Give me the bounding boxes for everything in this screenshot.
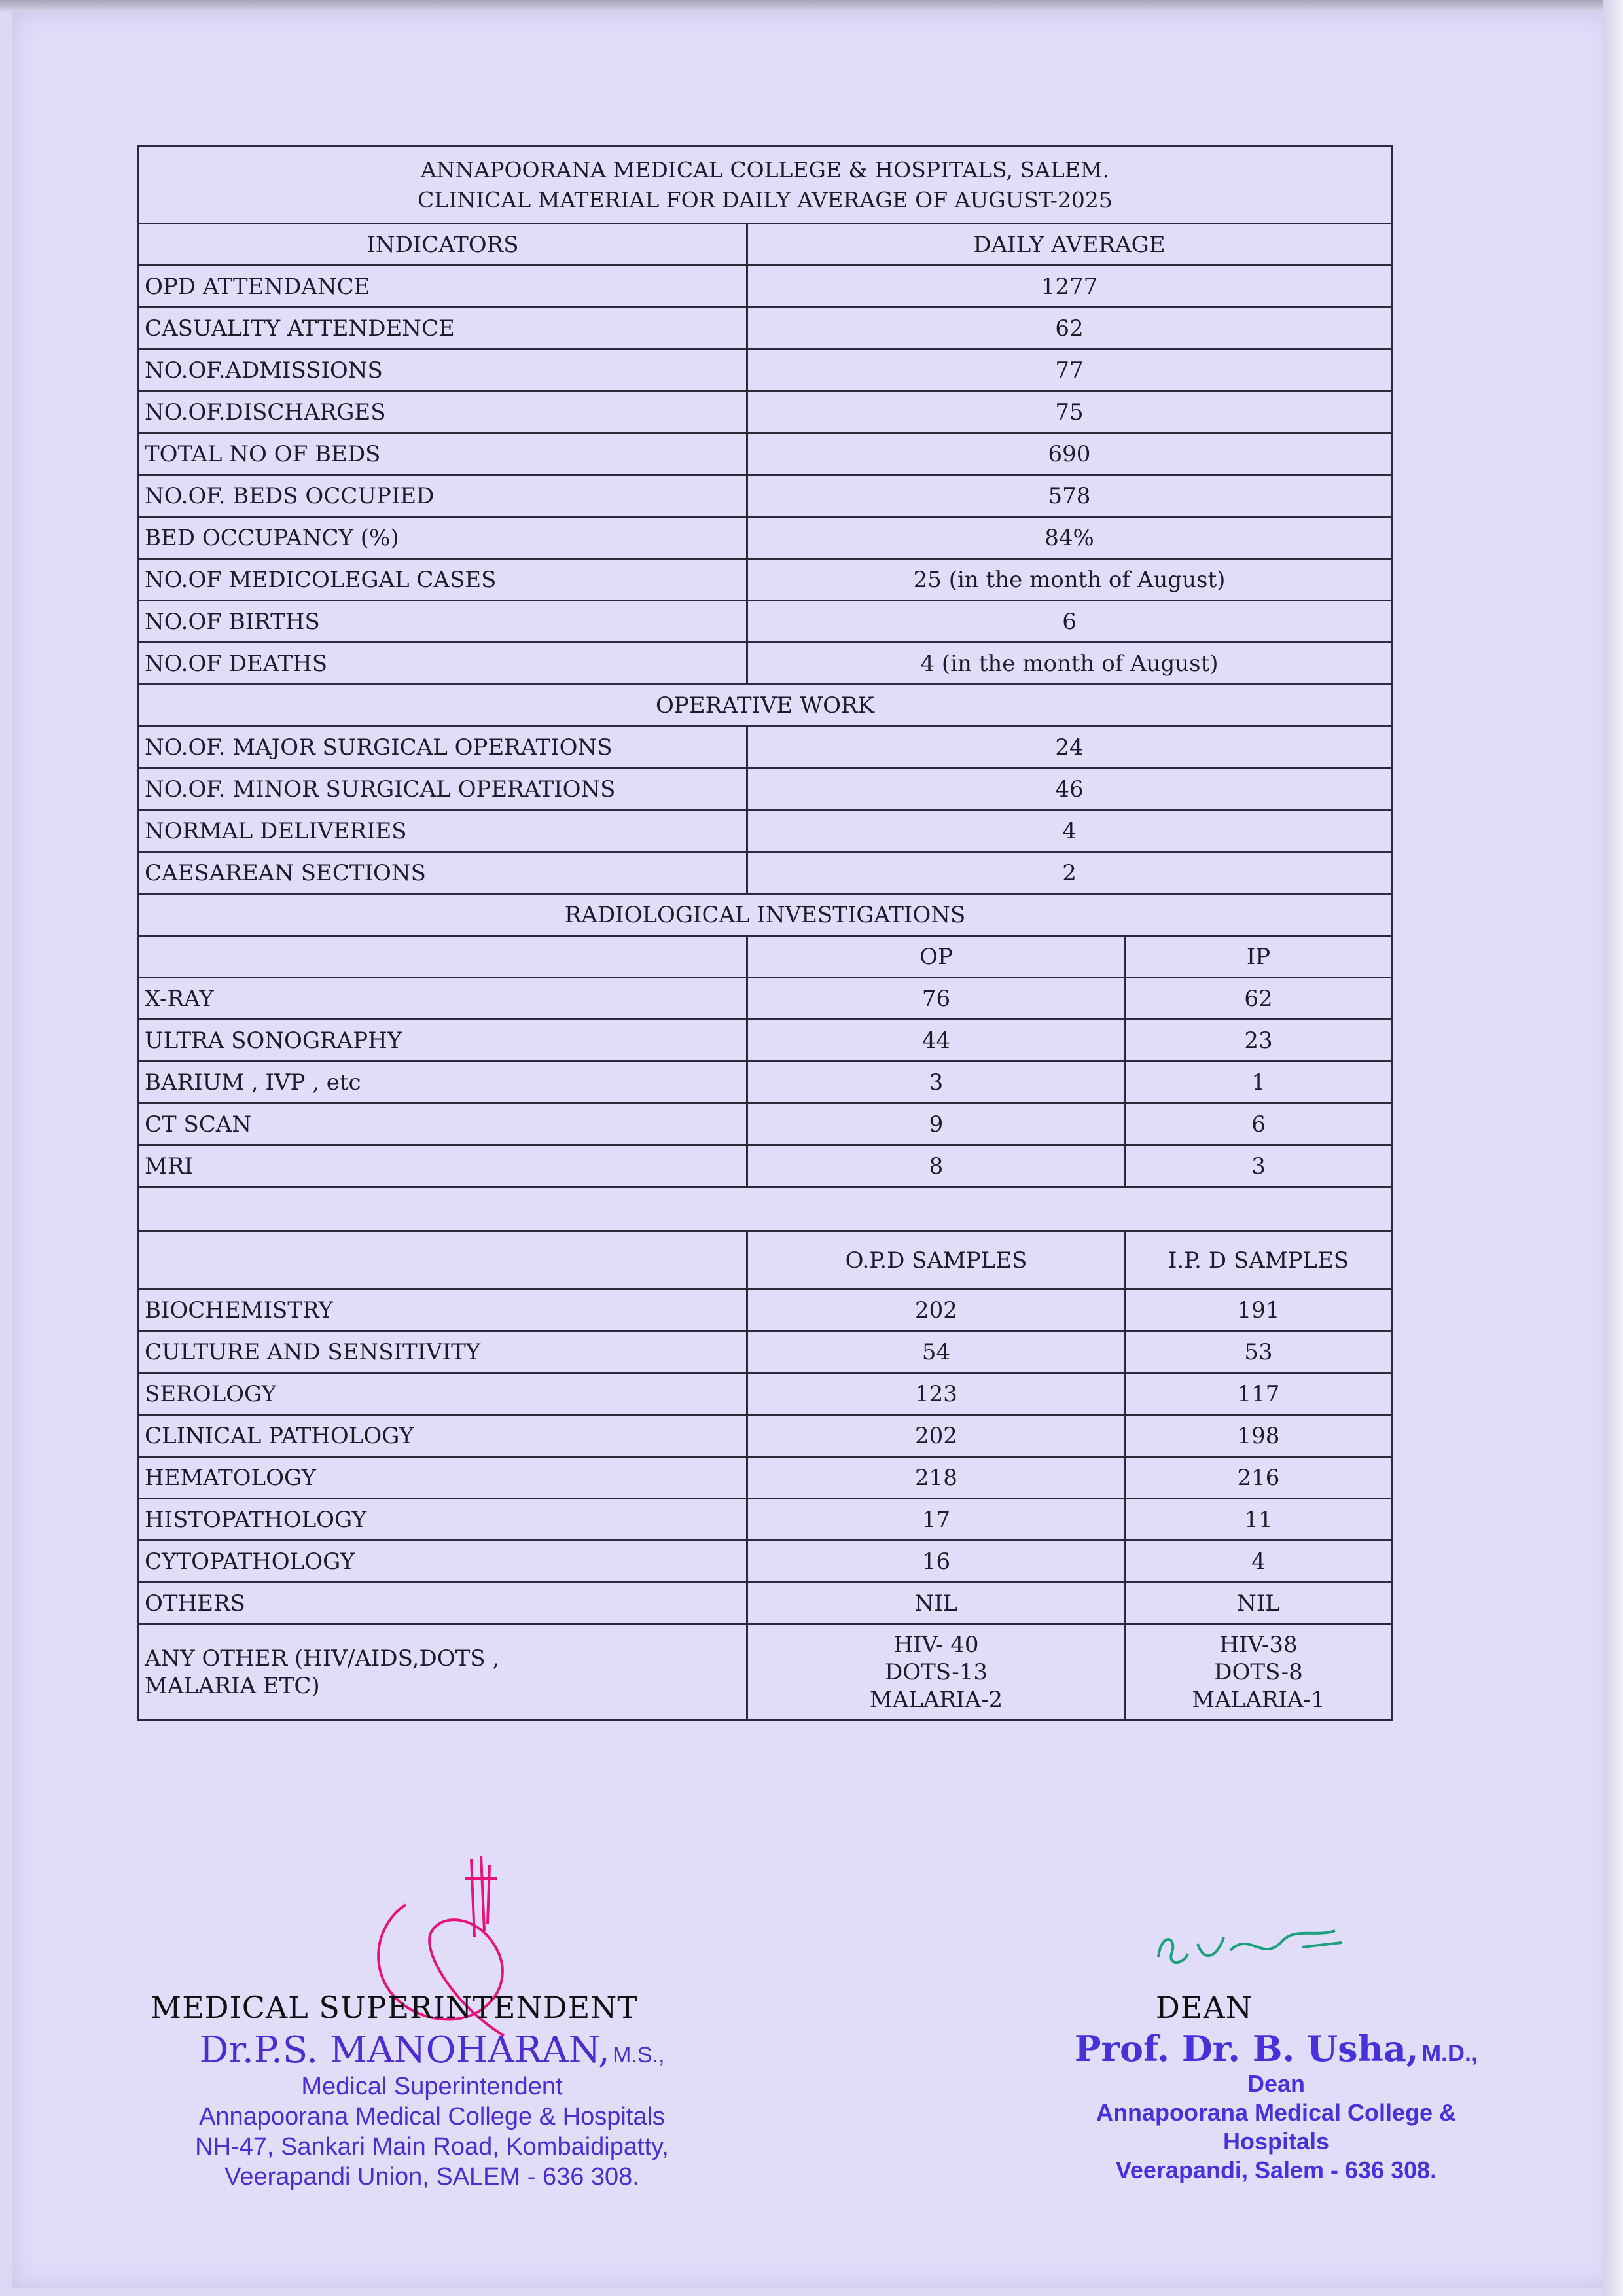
indicator-label: NO.OF MEDICOLEGAL CASES xyxy=(139,559,747,601)
any-other-row xyxy=(139,1624,1392,1720)
dean-stamp xyxy=(1041,2028,1512,2185)
radiology-row xyxy=(139,978,1392,1020)
radiology-label: CT SCAN xyxy=(139,1103,747,1145)
lab-ipd-value: 191 xyxy=(1126,1289,1392,1331)
lab-label: SEROLOGY xyxy=(139,1373,747,1415)
lab-ipd-value: 53 xyxy=(1126,1331,1392,1373)
any-other-opd-line: HIV- 40 xyxy=(893,1631,979,1658)
operative-value: 46 xyxy=(747,768,1392,810)
report-table xyxy=(137,145,1393,1721)
radiology-row xyxy=(139,1062,1392,1103)
lab-opd-value: NIL xyxy=(747,1583,1126,1624)
indicator-value: 84% xyxy=(747,517,1392,559)
indicator-row xyxy=(139,517,1392,559)
indicator-value: 690 xyxy=(747,433,1392,475)
operative-label: NO.OF. MINOR SURGICAL OPERATIONS xyxy=(139,768,747,810)
lab-opd-value: 202 xyxy=(747,1415,1126,1457)
indicator-value: 25 (in the month of August) xyxy=(747,559,1392,601)
indicator-row xyxy=(139,391,1392,433)
lab-opd-value: 17 xyxy=(747,1499,1126,1541)
indicator-value: 6 xyxy=(747,601,1392,643)
radiology-header-ip: IP xyxy=(1126,936,1392,978)
dean-qualification: M.D., xyxy=(1421,2039,1478,2066)
report-title xyxy=(139,147,1392,224)
clinical-material-report xyxy=(137,145,1391,1721)
dean-title: Dean xyxy=(1247,2070,1306,2097)
dean-signature-block xyxy=(1041,1990,1512,2185)
indicator-label: NO.OF.DISCHARGES xyxy=(139,391,747,433)
operative-row xyxy=(139,810,1392,852)
dean-role: DEAN xyxy=(1156,1990,1253,2025)
indicator-row xyxy=(139,559,1392,601)
any-other-opd-line: DOTS-13 xyxy=(884,1659,988,1685)
indicator-row xyxy=(139,643,1392,685)
superintendent-qualification: M.S., xyxy=(613,2043,665,2068)
lab-opd-value: 16 xyxy=(747,1541,1126,1583)
lab-row xyxy=(139,1499,1392,1541)
superintendent-name: Dr.P.S. MANOHARAN, xyxy=(199,2029,610,2072)
any-other-ipd-line: MALARIA-1 xyxy=(1192,1686,1325,1713)
indicator-label: NO.OF BIRTHS xyxy=(139,601,747,643)
any-other-ipd xyxy=(1126,1624,1392,1720)
lab-label: HISTOPATHOLOGY xyxy=(139,1499,747,1541)
operative-value: 4 xyxy=(747,810,1392,852)
any-other-opd-line: MALARIA-2 xyxy=(869,1686,1003,1713)
radiology-ip-value: 3 xyxy=(1126,1145,1392,1187)
lab-header-blank xyxy=(139,1232,747,1289)
indicator-value: 578 xyxy=(747,475,1392,517)
radiology-ip-value: 1 xyxy=(1126,1062,1392,1103)
indicator-label: TOTAL NO OF BEDS xyxy=(139,433,747,475)
operative-label: NORMAL DELIVERIES xyxy=(139,810,747,852)
operative-label: CAESAREAN SECTIONS xyxy=(139,852,747,894)
indicator-row xyxy=(139,308,1392,350)
radiology-ip-value: 6 xyxy=(1126,1103,1392,1145)
lab-row xyxy=(139,1415,1392,1457)
column-header-daily-average: DAILY AVERAGE xyxy=(747,224,1392,266)
lab-row xyxy=(139,1373,1392,1415)
lab-ipd-value: 117 xyxy=(1126,1373,1392,1415)
lab-row xyxy=(139,1541,1392,1583)
any-other-ipd-line: DOTS-8 xyxy=(1214,1659,1303,1685)
radiology-header-op: OP xyxy=(747,936,1126,978)
radiology-row xyxy=(139,1020,1392,1062)
lab-label: CLINICAL PATHOLOGY xyxy=(139,1415,747,1457)
indicator-value: 75 xyxy=(747,391,1392,433)
lab-ipd-value: 198 xyxy=(1126,1415,1392,1457)
radiology-op-value: 44 xyxy=(747,1020,1126,1062)
indicator-value: 62 xyxy=(747,308,1392,350)
lab-column-headers xyxy=(139,1232,1392,1289)
radiology-op-value: 9 xyxy=(747,1103,1126,1145)
superintendent-stamp xyxy=(151,2029,713,2192)
lab-opd-value: 54 xyxy=(747,1331,1126,1373)
superintendent-stamp-line3: Veerapandi Union, SALEM - 636 308. xyxy=(224,2163,639,2191)
radiology-row xyxy=(139,1145,1392,1187)
dean-stamp-line2: Veerapandi, Salem - 636 308. xyxy=(1115,2157,1437,2183)
lab-label: HEMATOLOGY xyxy=(139,1457,747,1499)
operative-value: 24 xyxy=(747,726,1392,768)
indicator-value: 1277 xyxy=(747,266,1392,308)
lab-row xyxy=(139,1583,1392,1624)
radiology-label: X-RAY xyxy=(139,978,747,1020)
lab-label: CULTURE AND SENSITIVITY xyxy=(139,1331,747,1373)
any-other-label xyxy=(139,1624,747,1720)
any-other-label-line: MALARIA ETC) xyxy=(145,1672,320,1699)
lab-opd-value: 218 xyxy=(747,1457,1126,1499)
superintendent-title: Medical Superintendent xyxy=(301,2073,563,2100)
indicator-label: NO.OF. BEDS OCCUPIED xyxy=(139,475,747,517)
superintendent-signature-block xyxy=(151,1990,740,2192)
any-other-label-line: ANY OTHER (HIV/AIDS,DOTS , xyxy=(145,1645,500,1672)
indicator-row xyxy=(139,475,1392,517)
lab-row xyxy=(139,1457,1392,1499)
radiology-label: ULTRA SONOGRAPHY xyxy=(139,1020,747,1062)
indicator-row xyxy=(139,350,1392,391)
radiology-op-value: 8 xyxy=(747,1145,1126,1187)
operative-value: 2 xyxy=(747,852,1392,894)
indicator-label: NO.OF.ADMISSIONS xyxy=(139,350,747,391)
lab-label: BIOCHEMISTRY xyxy=(139,1289,747,1331)
operative-label: NO.OF. MAJOR SURGICAL OPERATIONS xyxy=(139,726,747,768)
blank-separator xyxy=(139,1187,1392,1232)
operative-row xyxy=(139,768,1392,810)
lab-ipd-value: NIL xyxy=(1126,1583,1392,1624)
lab-row xyxy=(139,1289,1392,1331)
scan-right-edge xyxy=(1603,0,1623,2296)
radiology-op-value: 3 xyxy=(747,1062,1126,1103)
report-subtitle: CLINICAL MATERIAL FOR DAILY AVERAGE OF AUGUST-2025 xyxy=(418,187,1113,213)
radiology-label: MRI xyxy=(139,1145,747,1187)
blank-separator-row xyxy=(139,1187,1392,1232)
radiology-ip-value: 23 xyxy=(1126,1020,1392,1062)
lab-ipd-value: 4 xyxy=(1126,1541,1392,1583)
lab-row xyxy=(139,1331,1392,1373)
indicator-value: 77 xyxy=(747,350,1392,391)
lab-opd-value: 202 xyxy=(747,1289,1126,1331)
radiology-header-blank xyxy=(139,936,747,978)
radiology-op-value: 76 xyxy=(747,978,1126,1020)
lab-header-ipd: I.P. D SAMPLES xyxy=(1126,1232,1392,1289)
indicator-label: BED OCCUPANCY (%) xyxy=(139,517,747,559)
column-header-indicators: INDICATORS xyxy=(139,224,747,266)
superintendent-stamp-line2: NH-47, Sankari Main Road, Kombaidipatty, xyxy=(195,2133,669,2161)
institution-name: ANNAPOORANA MEDICAL COLLEGE & HOSPITALS, SALEM. xyxy=(420,156,1110,183)
operative-row xyxy=(139,726,1392,768)
indicator-label: OPD ATTENDANCE xyxy=(139,266,747,308)
dean-name: Prof. Dr. B. Usha, xyxy=(1074,2028,1419,2070)
indicator-row xyxy=(139,601,1392,643)
radiology-section-header xyxy=(139,894,1392,936)
operative-title: OPERATIVE WORK xyxy=(139,685,1392,726)
dean-signature xyxy=(1152,1918,1361,1977)
superintendent-role: MEDICAL SUPERINTENDENT xyxy=(151,1990,639,2025)
radiology-row xyxy=(139,1103,1392,1145)
superintendent-stamp-line1: Annapoorana Medical College & Hospitals xyxy=(199,2103,665,2130)
radiology-title: RADIOLOGICAL INVESTIGATIONS xyxy=(139,894,1392,936)
operative-section-header xyxy=(139,685,1392,726)
indicator-row xyxy=(139,433,1392,475)
lab-ipd-value: 11 xyxy=(1126,1499,1392,1541)
lab-header-opd: O.P.D SAMPLES xyxy=(747,1232,1126,1289)
radiology-label: BARIUM , IVP , etc xyxy=(139,1062,747,1103)
indicator-label: CASUALITY ATTENDENCE xyxy=(139,308,747,350)
lab-label: CYTOPATHOLOGY xyxy=(139,1541,747,1583)
indicator-row xyxy=(139,266,1392,308)
operative-row xyxy=(139,852,1392,894)
lab-label: OTHERS xyxy=(139,1583,747,1624)
dean-stamp-line1: Annapoorana Medical College & Hospitals xyxy=(1096,2099,1457,2155)
scan-top-edge xyxy=(0,0,1623,12)
any-other-ipd-line: HIV-38 xyxy=(1219,1631,1298,1658)
lab-ipd-value: 216 xyxy=(1126,1457,1392,1499)
radiology-column-headers xyxy=(139,936,1392,978)
any-other-opd xyxy=(747,1624,1126,1720)
lab-opd-value: 123 xyxy=(747,1373,1126,1415)
radiology-ip-value: 62 xyxy=(1126,978,1392,1020)
indicator-value: 4 (in the month of August) xyxy=(747,643,1392,685)
indicator-label: NO.OF DEATHS xyxy=(139,643,747,685)
